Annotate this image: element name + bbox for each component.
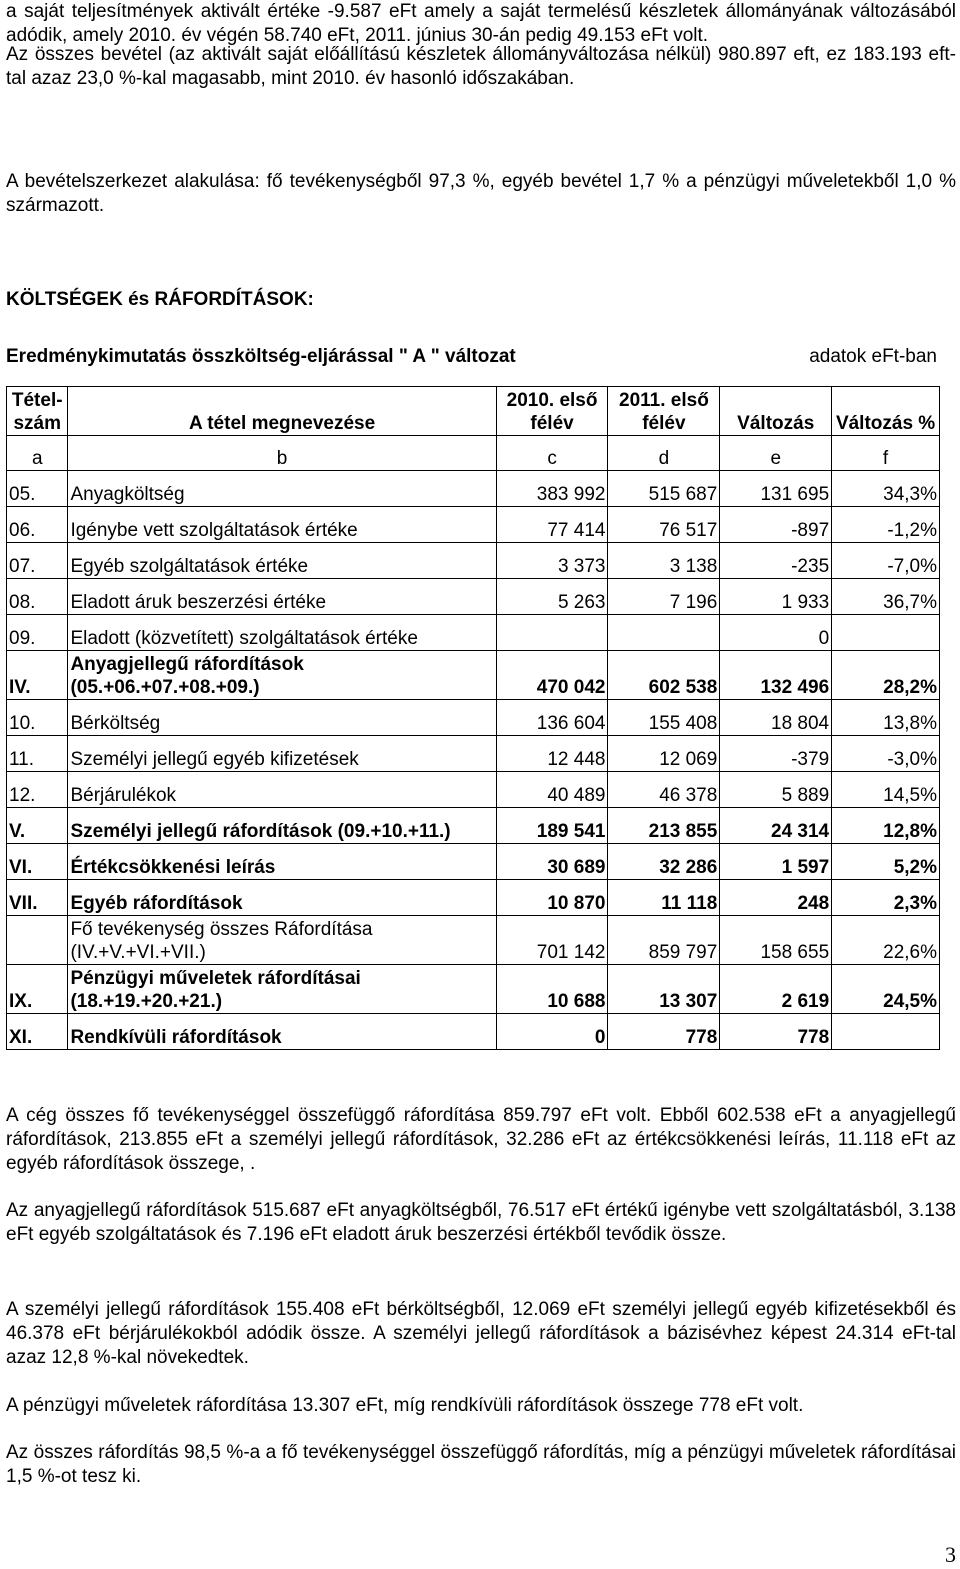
row-2011 (608, 615, 720, 651)
row-name: Egyéb ráfordítások (68, 880, 496, 916)
row-2011: 778 (608, 1014, 720, 1050)
row-name: Fő tevékenység összes Ráfordítása (IV.+V.+VI.+VII.) (68, 916, 496, 965)
row-change: 1 597 (720, 844, 832, 880)
table-row-subtotal (7, 844, 940, 880)
letter-c: c (496, 436, 608, 471)
table-row (7, 579, 940, 615)
row-2010: 136 604 (496, 700, 608, 736)
row-change-pct: 24,5% (832, 965, 940, 1014)
header-item-number: Tétel-szám (7, 387, 68, 436)
header-change-pct: Változás % (832, 387, 940, 436)
row-change: 158 655 (720, 916, 832, 965)
row-2010: 40 489 (496, 772, 608, 808)
row-change-pct: 22,6% (832, 916, 940, 965)
table-row (7, 772, 940, 808)
row-number: 05. (7, 471, 68, 507)
row-2010 (496, 615, 608, 651)
paragraph-material-expenses: Az anyagjellegű ráfordítások 515.687 eFt anyagköltségből, 76.517 eFt értékű igénybe vett szolgáltatásból, 3.138 eFt egyéb szolgáltatások és 7.196 eFt eladott áruk beszerzési értékből tevődik össze. (6, 1200, 956, 1245)
unit-note: adatok eFt-ban (809, 346, 937, 367)
row-2011: 3 138 (608, 543, 720, 579)
row-number: VII. (7, 880, 68, 916)
row-change-pct: 13,8% (832, 700, 940, 736)
statement-heading: Eredménykimutatás összköltség-eljárással " A " változat (6, 346, 516, 367)
row-2011: 155 408 (608, 700, 720, 736)
table-row-subtotal (7, 808, 940, 844)
letter-a: a (7, 436, 68, 471)
row-2011: 12 069 (608, 736, 720, 772)
row-name: Értékcsökkenési leírás (68, 844, 496, 880)
letter-e: e (720, 436, 832, 471)
table-row (7, 543, 940, 579)
row-change: -379 (720, 736, 832, 772)
row-change: 131 695 (720, 471, 832, 507)
paragraph-financial-expenses: A pénzügyi műveletek ráfordítása 13.307 eFt, míg rendkívüli ráfordítások összege 778 eFt volt. (6, 1395, 804, 1416)
header-change: Változás (720, 387, 832, 436)
paragraph-own-performance: a saját teljesítmények aktivált értéke -9.587 eFt amely a saját termelésű készletek állományának változásából adódik, amely 2010. év végén 58.740 eFt, 2011. június 30-án pedig 49.153 eFt volt. (6, 1, 956, 46)
row-change-pct: 12,8% (832, 808, 940, 844)
table-row (7, 700, 940, 736)
row-change: 5 889 (720, 772, 832, 808)
section-heading: KÖLTSÉGEK és RÁFORDÍTÁSOK: (6, 289, 314, 310)
row-name: Anyagköltség (68, 471, 496, 507)
row-2011: 76 517 (608, 507, 720, 543)
table-row-subtotal (7, 1014, 940, 1050)
header-item-name: A tétel megnevezése (68, 387, 496, 436)
row-2011: 213 855 (608, 808, 720, 844)
row-change-pct: 36,7% (832, 579, 940, 615)
row-change: 2 619 (720, 965, 832, 1014)
row-change-pct: -7,0% (832, 543, 940, 579)
row-number: IX. (7, 965, 68, 1014)
paragraph-total-revenue: Az összes bevétel (az aktivált saját előállítású készletek állományváltozása nélkül) 980.897 eft, ez 183.193 eft-tal azaz 23,0 %-kal magasabb, mint 2010. év hasonló időszakában. (6, 44, 956, 89)
row-name: Eladott áruk beszerzési értéke (68, 579, 496, 615)
row-name: Személyi jellegű egyéb kifizetések (68, 736, 496, 772)
table-row-subtotal (7, 965, 940, 1014)
row-change-pct: 5,2% (832, 844, 940, 880)
row-2010: 701 142 (496, 916, 608, 965)
row-2010: 0 (496, 1014, 608, 1050)
row-2011: 602 538 (608, 651, 720, 700)
row-number: IV. (7, 651, 68, 700)
table-header-row (7, 387, 940, 436)
row-change-pct: 34,3% (832, 471, 940, 507)
letter-f: f (832, 436, 940, 471)
row-name: Igénybe vett szolgáltatások értéke (68, 507, 496, 543)
table-row-subtotal (7, 880, 940, 916)
row-change: 0 (720, 615, 832, 651)
row-2011: 11 118 (608, 880, 720, 916)
row-name: Bérköltség (68, 700, 496, 736)
letter-b: b (68, 436, 496, 471)
row-change-pct: -3,0% (832, 736, 940, 772)
row-2010: 10 688 (496, 965, 608, 1014)
page-number: 3 (945, 1542, 956, 1567)
row-change: 1 933 (720, 579, 832, 615)
table-row-total (7, 916, 940, 965)
paragraph-revenue-structure: A bevételszerkezet alakulása: fő tevékenységből 97,3 %, egyéb bevétel 1,7 % a pénzügyi műveletekből 1,0 % származott. (6, 171, 956, 216)
table-row-subtotal (7, 651, 940, 700)
table-row (7, 736, 940, 772)
row-2010: 12 448 (496, 736, 608, 772)
row-change: 778 (720, 1014, 832, 1050)
header-2011: 2011. első félév (608, 387, 720, 436)
row-2010: 189 541 (496, 808, 608, 844)
row-2011: 46 378 (608, 772, 720, 808)
table-letter-row (7, 436, 940, 471)
row-number: 12. (7, 772, 68, 808)
row-number: 10. (7, 700, 68, 736)
row-number: 09. (7, 615, 68, 651)
row-2010: 5 263 (496, 579, 608, 615)
cost-table (6, 386, 940, 1050)
row-change: -235 (720, 543, 832, 579)
row-2010: 30 689 (496, 844, 608, 880)
row-name: Pénzügyi műveletek ráfordításai (18.+19.+20.+21.) (68, 965, 496, 1014)
row-number: 06. (7, 507, 68, 543)
row-change-pct: -1,2% (832, 507, 940, 543)
row-2010: 77 414 (496, 507, 608, 543)
row-number: V. (7, 808, 68, 844)
paragraph-total-expenses: A cég összes fő tevékenységgel összefüggő ráfordítása 859.797 eFt volt. Ebből 602.538 eFt a anyagjellegű ráfordítások, 213.855 eFt a személyi jellegű ráfordítások, 32.286 eFt az értékcsökkenési leírás, 11.118 eFt az egyéb ráfordítások összege, . (6, 1105, 956, 1174)
row-change-pct (832, 615, 940, 651)
row-name: Egyéb szolgáltatások értéke (68, 543, 496, 579)
row-change: -897 (720, 507, 832, 543)
row-number (7, 916, 68, 965)
row-change: 248 (720, 880, 832, 916)
row-change: 18 804 (720, 700, 832, 736)
letter-d: d (608, 436, 720, 471)
row-number: 08. (7, 579, 68, 615)
row-name: Bérjárulékok (68, 772, 496, 808)
row-number: 11. (7, 736, 68, 772)
table-row (7, 615, 940, 651)
row-2011: 859 797 (608, 916, 720, 965)
row-name: Személyi jellegű ráfordítások (09.+10.+11.) (68, 808, 496, 844)
row-name: Eladott (közvetített) szolgáltatások értéke (68, 615, 496, 651)
row-2010: 470 042 (496, 651, 608, 700)
row-number: VI. (7, 844, 68, 880)
row-2011: 32 286 (608, 844, 720, 880)
row-change-pct (832, 1014, 940, 1050)
row-change: 24 314 (720, 808, 832, 844)
row-number: 07. (7, 543, 68, 579)
row-change-pct: 14,5% (832, 772, 940, 808)
row-2010: 10 870 (496, 880, 608, 916)
paragraph-personnel-expenses: A személyi jellegű ráfordítások 155.408 eFt bérköltségből, 12.069 eFt személyi jellegű egyéb kifizetésekből és 46.378 eFt bérjárulékokból adódik össze. A személyi jellegű ráfordítások a bázisévhez képest 24.314 eFt-tal azaz 12,8 %-kal növekedtek. (6, 1299, 956, 1368)
table-row (7, 507, 940, 543)
row-change: 132 496 (720, 651, 832, 700)
row-change-pct: 28,2% (832, 651, 940, 700)
row-change-pct: 2,3% (832, 880, 940, 916)
row-number: XI. (7, 1014, 68, 1050)
row-2010: 3 373 (496, 543, 608, 579)
header-2010: 2010. első félév (496, 387, 608, 436)
row-2011: 13 307 (608, 965, 720, 1014)
paragraph-expense-ratio: Az összes ráfordítás 98,5 %-a a fő tevékenységgel összefüggő ráfordítás, míg a pénzügyi műveletek ráfordításai 1,5 %-ot tesz ki. (6, 1442, 956, 1487)
row-2011: 515 687 (608, 471, 720, 507)
row-name: Anyagjellegű ráfordítások (05.+06.+07.+08.+09.) (68, 651, 496, 700)
row-2011: 7 196 (608, 579, 720, 615)
row-2010: 383 992 (496, 471, 608, 507)
row-name: Rendkívüli ráfordítások (68, 1014, 496, 1050)
table-row (7, 471, 940, 507)
